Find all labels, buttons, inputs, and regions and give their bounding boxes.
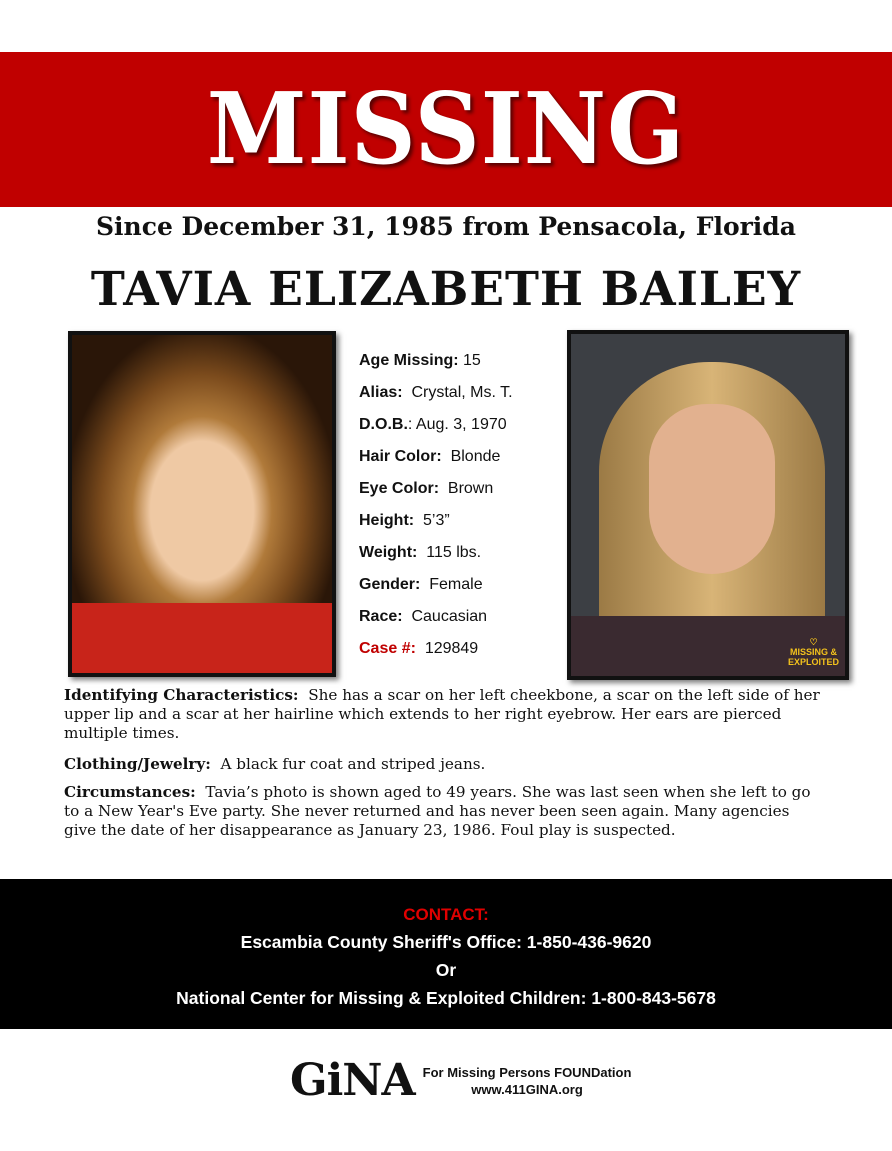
- childhood-photo: [68, 331, 336, 677]
- detail-case: Case #: 129849: [359, 640, 479, 657]
- detail-race: Race: Caucasian: [359, 608, 488, 625]
- gina-url[interactable]: www.411GINA.org: [471, 1081, 583, 1097]
- missing-banner: [0, 52, 892, 207]
- contact-sheriff: Escambia County Sheriff's Office: 1-850-436-9620: [240, 932, 652, 952]
- gina-mark: GiNA: [290, 1055, 415, 1106]
- detail-weight: Weight: 115 lbs.: [359, 544, 482, 561]
- identifying-characteristics: Identifying Characteristics: She has a scar on her left cheekbone, a scar on the left side of her upper lip and a scar at her hairline which extends to her right eyebrow. Her ears are pierced multiple times.: [64, 686, 820, 742]
- missing-since: Since December 31, 1985 from Pensacola, Florida: [96, 212, 796, 241]
- detail-height: Height: 5’3”: [359, 512, 450, 529]
- details-list: [359, 350, 513, 670]
- contact-section: [0, 879, 892, 1029]
- contact-or: Or: [435, 960, 457, 980]
- contact-ncmec: National Center for Missing & Exploited Children: 1-800-843-5678: [176, 988, 716, 1008]
- clothing-jewelry: Clothing/Jewelry: A black fur coat and striped jeans.: [64, 755, 486, 773]
- gina-logo: [290, 1055, 631, 1106]
- age-progressed-photo: [567, 330, 849, 680]
- detail-dob: D.O.B.: Aug. 3, 1970: [359, 416, 507, 433]
- contact-heading: CONTACT:: [403, 905, 489, 924]
- detail-hair: Hair Color: Blonde: [359, 448, 501, 465]
- ncmec-logo: ♡ MISSING & EXPLOITED: [787, 637, 839, 668]
- detail-age: Age Missing: 15: [359, 352, 481, 369]
- person-name: TAVIA ELIZABETH BAILEY: [90, 262, 802, 317]
- detail-eye: Eye Color: Brown: [359, 480, 494, 497]
- detail-alias: Alias: Crystal, Ms. T.: [359, 384, 513, 401]
- circumstances: Circumstances: Tavia’s photo is shown aged to 49 years. She was last seen when she left to go to a New Year's Eve party. She never returned and has never been seen again. Many agencies give the date of her disappearance as January 23, 1986. Foul play is suspected.: [64, 783, 811, 839]
- detail-gender: Gender: Female: [359, 576, 483, 593]
- gina-tagline: For Missing Persons FOUNDation: [422, 1064, 632, 1080]
- missing-title: MISSING: [206, 72, 686, 187]
